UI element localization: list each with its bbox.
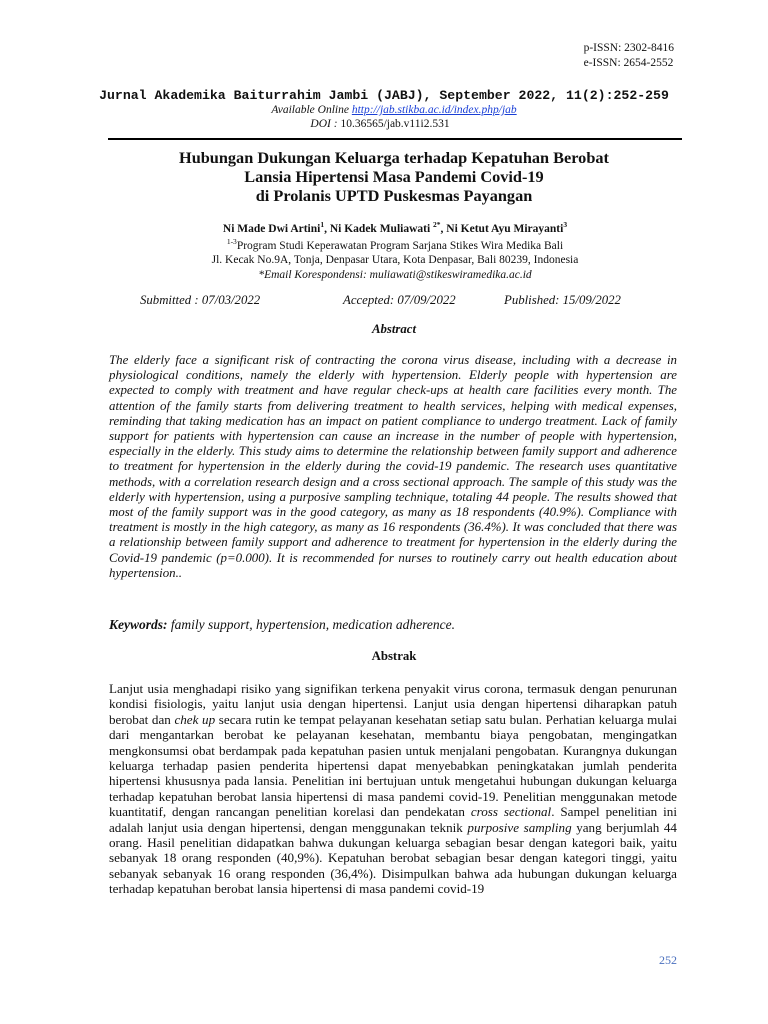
submitted-date: Submitted : 07/03/2022 — [140, 293, 261, 307]
header-rule — [108, 138, 682, 140]
p-issn: p-ISSN: 2302-8416 — [583, 42, 674, 54]
doi-value: 10.36565/jab.v11i2.531 — [340, 118, 450, 130]
author-sep: , — [440, 222, 447, 235]
abstrak-italic-2: cross sectional — [470, 804, 552, 820]
author-3-sup: 3 — [563, 220, 568, 229]
affiliation-sup: 1-3 — [226, 237, 237, 246]
doi — [0, 118, 760, 130]
author-2: Ni Kadek Muliawati — [329, 222, 431, 235]
available-label: Available Online — [271, 104, 349, 116]
abstrak-text-2: secara rutin ke tempat pelayanan kesehatan setiap satu bulan. Perhatian keluarga mulai dari mengantarkan berobat ke pelayanan kesehatan, membantu biaya pengobatan, mengingatkan mengkonsumsi obat berdampak pada kepatuhan pasien untuk menjalani pengobatan. Kurangnya dukungan keluarga terhadap pasien penderita hipertensi dapat menyebabkan peningkatakan jumlah penderita hipertensi khususnya pada lansia. Penelitian ini bertujuan untuk mengetahui hubungan dukungan keluarga terhadap kepatuhan berobat lansia hipertensi di masa pandemi covid-19. Penelitian menggunakan metode kuantitatif, dengan rancangan penelitian korelasi dan pendekatan — [109, 711, 677, 820]
keywords — [109, 617, 455, 633]
author-1: Ni Made Dwi Artini — [222, 222, 321, 235]
keywords-label: Keywords: — [109, 617, 168, 632]
abstrak-text-1: Lanjut usia menghadapi risiko yang signifikan terkena penyakit virus corona, termasuk dengan penurunan kondisi fisiologis, yaitu lanjut usia dengan hipertensi. Lanjut usia dengan hipertensi diharapkan patuh berobat dan — [109, 681, 677, 727]
journal-header: Jurnal Akademika Baiturrahim Jambi (JABJ), September 2022, 11(2):252-259 — [99, 88, 669, 103]
abstract-heading: Abstract — [371, 322, 417, 336]
correspondence-email: *Email Korespondensi: muliawati@stikeswiramedika.ac.id — [258, 268, 532, 281]
abstrak-italic-1: chek up — [174, 711, 216, 727]
published-date: Published: 15/09/2022 — [504, 293, 621, 307]
author-1-sup: 1 — [320, 220, 325, 229]
affiliation — [0, 235, 768, 282]
abstrak-italic-3: purposive sampling — [467, 819, 572, 835]
abstrak-heading: Abstrak — [371, 649, 417, 663]
keywords-text: family support, hypertension, medication adherence. — [167, 617, 455, 632]
article-title — [0, 148, 768, 205]
accepted-date: Accepted: 07/09/2022 — [343, 293, 456, 307]
author-2-sup: 2* — [433, 220, 441, 229]
journal-link[interactable]: http://jab.stikba.ac.id/index.php/jab — [351, 104, 517, 116]
available-online — [0, 104, 768, 116]
e-issn: e-ISSN: 2654-2552 — [583, 57, 674, 69]
affiliation-address: Jl. Kecak No.9A, Tonja, Denpasar Utara, Kota Denpasar, Bali 80239, Indonesia — [211, 254, 579, 267]
doi-label: DOI : — [310, 118, 338, 130]
page-number: 252 — [659, 953, 677, 967]
abstrak-text-3: . Sampel penelitian ini adalah lanjut usia dengan hipertensi, dengan menggunakan teknik — [109, 804, 677, 835]
affiliation-program — [0, 235, 768, 253]
author-3: Ni Ketut Ayu Mirayanti — [446, 222, 564, 235]
title-line-1: Hubungan Dukungan Keluarga terhadap Kepatuhan Berobat — [179, 148, 609, 167]
program-name: Program Studi Keperawatan Program Sarjana Stikes Wira Medika Bali — [236, 239, 564, 252]
abstrak-text-4: yang berjumlah 44 orang. Hasil penelitian didapatkan bahwa dukungan keluarga sebagian besar dengan kategori baik, yaitu sebanyak 18 orang responden (40,9%). Kepatuhan berobat sebagian besar dengan kategori tinggi, yaitu sebanyak sebanyak 16 orang responden (36,4%). Disimpulkan bahwa ada hubungan dukungan keluarga terhadap kepatuhan berobat lansia hipertensi di masa pandemi covid-19 — [109, 819, 677, 897]
author-sep: , — [324, 222, 330, 235]
abstrak-indonesian — [109, 681, 677, 897]
issn-block — [584, 41, 674, 71]
abstract-english: The elderly face a significant risk of contracting the corona virus disease, including with a decrease in physiological conditions, namely the elderly with hypertension. Elderly people with hypertension are expected to comply with treatment and have regular check-ups at health care facilities every month. The attention of the family starts from delivering treatment to health services, helping with medical expenses, reminding that taking medication has an impact on patient compliance to undergo treatment. Lack of family support for patients with hypertension can cause an increase in the number of people with hypertension, especially in the elderly. This study aims to determine the relationship between family support and adherence to treatment for hypertension in the elderly during the covid-19 pandemic. The research uses quantitative methods, with a correlation research design and a cross sectional approach. The sample of this study was the elderly with hypertension, using a purposive sampling technique, totaling 44 people. The results showed that most of the family support was in the good category, as many as 18 respondents (40.9%). Compliance with treatment is mostly in the high category, as many as 16 respondents (36.4%). It was concluded that there was a relationship between family support and adherence to treatment for hypertension in the elderly during the Covid-19 pandemic (p=0.000). It is recommended for nurses to routinely carry out health education about hypertension.. — [109, 353, 677, 580]
author-list — [0, 220, 768, 235]
title-line-2: Lansia Hipertensi Masa Pandemi Covid-19 — [244, 167, 544, 186]
title-line-3: di Prolanis UPTD Puskesmas Payangan — [255, 186, 533, 205]
